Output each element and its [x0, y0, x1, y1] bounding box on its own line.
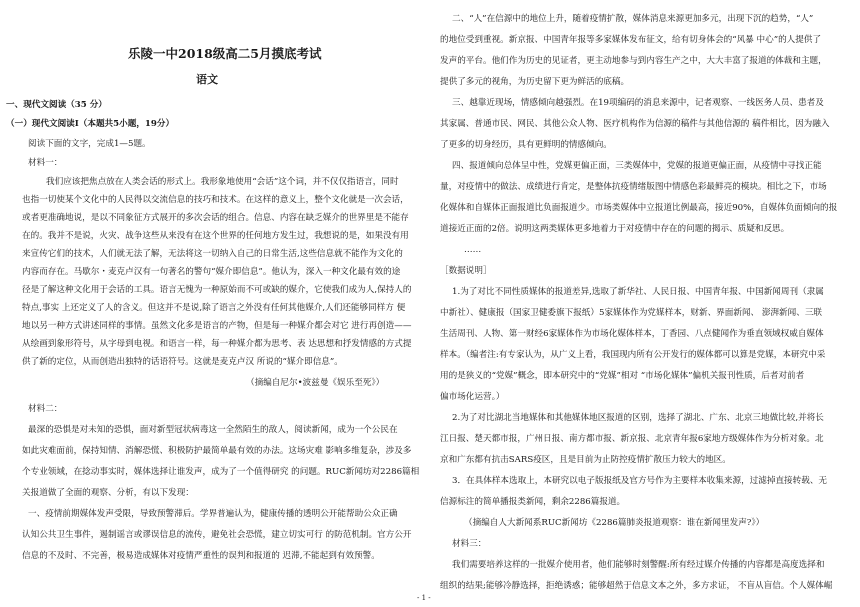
material-two-line: 关报道做了全面的观察、分析，有以下发现：: [22, 488, 194, 498]
body-line: 其家属、普通市民、网民、其他公众人物、医疗机构作为信源的稿件与其他信源的 稿件相比，因为融入: [440, 119, 830, 129]
exam-title: 乐陵一中2018级高二5月摸底考试: [128, 46, 322, 61]
material-one-line: 地以另一种方式讲述同样的事情。虽然文化多是语言的产物，但是每一种媒介都会对它 进行再创造——: [22, 321, 412, 331]
subsection-heading: （一）现代文阅读Ⅰ（本题共5小题，19分）: [6, 119, 175, 129]
material-one-label: 材料一：: [28, 158, 63, 168]
body-line: 江日报、楚天都市报，广州日报、南方都市报、新京报、北京青年报6家地方级媒体作为分析对象。北: [440, 434, 824, 444]
material-one-line: 供了新的定位，从而创造出独特的话语符号。这就是麦克卢汉 所说的“媒介即信息”。: [22, 357, 343, 367]
body-line: 发声的平台。他们作为历史的见证者，更主动地参与到内容生产之中，大大丰富了报道的体裁和主题，: [440, 56, 827, 66]
material-one-line: 也指一切使某个文化中的人民得以交流信息的技巧和技术。在这样的意义上，整个文化就是一次会话，: [22, 195, 409, 205]
material-two-line: 认知公共卫生事件，遏制谣言或谬误信息的流传，避免社会恐慌，建立切实可行 的防范机制。官方公开: [22, 530, 412, 540]
body-line: 三、越靠近现场，情感倾向越强烈。在19项编码的消息来源中，记者观察、一线医务人员、患者及: [452, 98, 824, 108]
data-note-heading: ［数据说明］: [440, 266, 492, 276]
body-line: 二、“人”在信源中的地位上升，随着疫情扩散，媒体消息来源更加多元，出现下沉的趋势，“人”: [452, 14, 814, 24]
body-line: 2.为了对比湖北当地媒体和其他媒体地区报道的区别，选择了湖北、广东、北京三地做比较,并将长: [452, 413, 824, 423]
section-heading: 一、现代文阅读（35 分）: [6, 100, 107, 110]
body-line: 组织的结果;能够冷静选择，拒绝诱惑；能够超然于信息文本之外，多方求证， 不盲从盲信。个人媒体崛: [440, 581, 833, 591]
material-one-line: 内容而存在。马歇尔・麦克卢汉有一句著名的警句“媒介即信息”。他认为，深入一种文化最有效的途: [22, 267, 401, 277]
body-line: 四、报道倾向总体呈中性，党媒更偏正面，三类媒体中，党媒的报道更偏正面，从疫情中寻找正能: [452, 161, 822, 171]
body-line: 1.为了对比不同性质媒体的报道差异,选取了新华社、人民日报、中国青年报、中国新闻周刊（隶属: [452, 287, 824, 297]
body-line: 道接近正面的2倍。说明这两类媒体更多地着力于对疫情中存在的问题的揭示、质疑和反思。: [440, 224, 790, 234]
material-two-source: （摘编自人大新闻系RUC新闻坊《2286篇肺炎报道观察：谁在新闻里发声?》）: [464, 518, 765, 528]
body-line: 京和广东都有抗击SARS疫区，且是目前为止防控疫情扩散压力较大的地区。: [440, 455, 731, 465]
material-one-line: 或者更准确地说，是以不同象征方式展开的多次会话的组合。信息、内容在缺乏媒介的世界里是不能存: [22, 213, 409, 223]
material-two-line: 最深的恐惧是对未知的恐惧，面对新型冠状病毒这一全然陌生的敌人，阅读新闻，成为一个公民在: [28, 425, 398, 435]
subject-heading: 语文: [196, 73, 218, 86]
instruction: 阅读下面的文字，完成1—5题。: [28, 139, 151, 149]
material-three-label: 材料三：: [452, 539, 487, 549]
body-line: 信源标注的简单播报类新闻，剩余2286篇报道。: [440, 497, 626, 507]
material-two-line: 如此灾难面前，保持知情、消解恐慌、积极防护最简单最有效的办法。这场灾难 影响多维复杂，涉及多: [22, 446, 412, 456]
material-two-line: 信息的不及时、不完善，极易造成媒体对疫情严重性的误判和报道的 迟滞,不能起到有效预警。: [22, 551, 380, 561]
body-line: 生活周刊、人物、第一财经6家媒体作为市场化媒体样本，丁香园、八点健闻作为垂直领域权威自媒体: [440, 329, 824, 339]
body-line: 化媒体和自媒体正面报道比负面报道少。市场类媒体中立报道比例最高，接近90%，自媒体负面倾向的报: [440, 203, 838, 213]
body-line: 的地位受到重视。新京报、中国青年报等多家媒体发布征文，给有切身体会的“风暴 中心”的人提供了: [440, 35, 822, 45]
body-line: 3．在具体样本选取上，本研究以电子版报纸及官方号作为主要样本收集来源，过滤掉直接转载、无: [452, 476, 828, 486]
material-two-line: 一、疫情前期媒体发声受限，导致预警滞后。学界普遍认为，健康传播的透明公开能帮助公众正确: [28, 509, 398, 519]
material-one-line: 在的。我并不是说，火灾、战争这些从来没有在这个世界的任何地方发生过，我想说的是，如果没有用: [22, 231, 409, 241]
body-line: 中新社）、健康报（国家卫健委旗下报纸）5家媒体作为党媒样本，财新、界面新闻、 澎湃新闻、三联: [440, 308, 823, 318]
material-one-source: （摘编自尼尔•波兹曼《娱乐至死》）: [246, 378, 385, 388]
body-line: 样本。（编者注:有专家认为，从广义上看，我国现内所有公开发行的媒体都可以算是党媒，本研究中采: [440, 350, 826, 360]
body-line: 量，对疫情中的做法、成绩进行肯定，是整体抗疫情绪版图中情感色彩最鲜亮的模块。相比之下，市场: [440, 182, 827, 192]
ellipsis: ……: [464, 245, 482, 255]
body-line: 了更多的切身经历，具有更鲜明的情感倾向。: [440, 140, 612, 150]
material-one-line: 我们应该把焦点放在人类会话的形式上。我形象地使用“会话”这个词，并不仅仅指语言，同时: [46, 177, 399, 187]
page-number: - 1 -: [417, 594, 431, 602]
material-one-line: 径是了解这种文化用于会话的工具。语言无愧为一种原始而不可或缺的媒介，它使我们成为人,保持人的: [22, 285, 412, 295]
material-two-line: 个专业领域，在捻动事实时，媒体选择让谁发声，成为了一个值得研究 的问题。RUC新闻坊对2286篇相: [22, 467, 420, 477]
material-one-line: 特点,事实 上还定义了人的含义。但这并不是说,除了语言之外没有任何其他媒介,人们还能够同样方 便: [22, 303, 406, 313]
body-line: 用的是狭义的“党媒”概念，即本研究中的“党媒”相对 “市场化媒体”偏机关报刊性质，后者对前者: [440, 371, 805, 381]
material-one-line: 从绘画到象形符号，从字母到电视。和语言一样，每一种媒介都为思考、表 达思想和抒发情感的方式提: [22, 339, 412, 349]
material-one-line: 来宣传它们的技术，人们就无法了解，无法将这一切纳入自己的日常生活,这些信息就不能作为文化的: [22, 249, 403, 259]
body-line: 偏市场化运营。）: [440, 392, 505, 402]
body-line: 我们需要培养这样的一批媒介使用者，他们能够时刻警醒:所有经过媒介传播的内容都是高度选择和: [452, 560, 825, 570]
body-line: 提供了多元的视角，为历史留下更为鲜活的底稿。: [440, 77, 630, 87]
material-two-label: 材料二：: [28, 404, 63, 414]
